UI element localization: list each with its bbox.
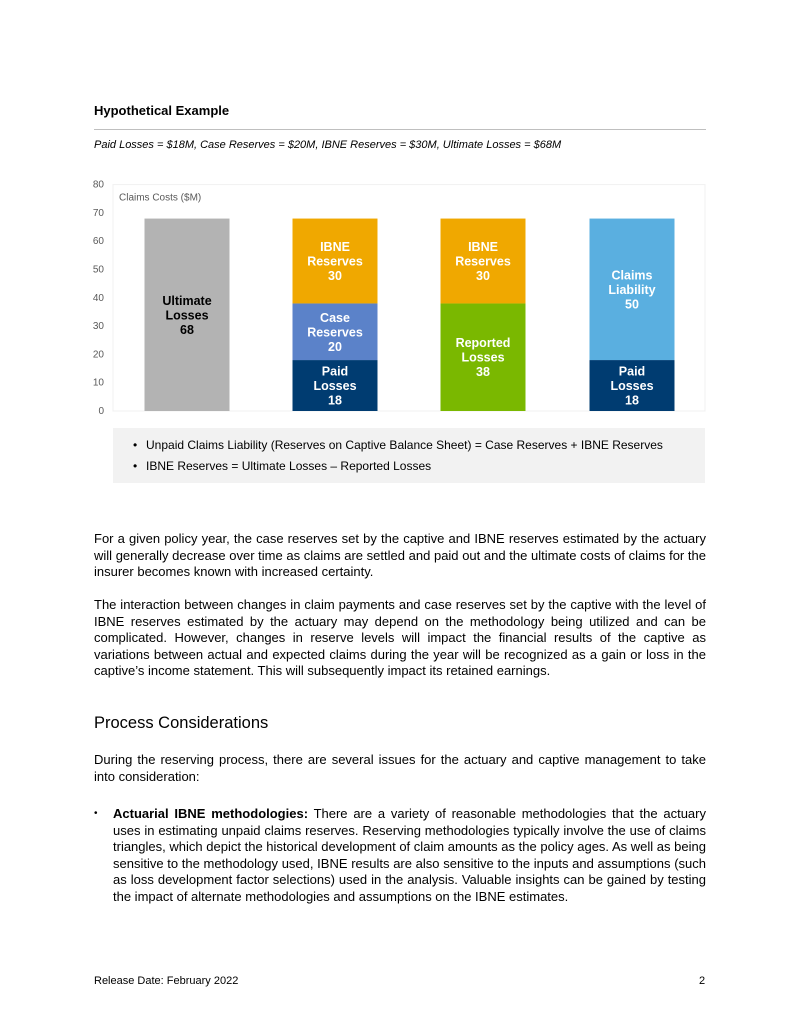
y-axis-label: Claims Costs ($M): [119, 192, 202, 204]
bar-label: Claims: [611, 268, 653, 283]
bar-label: 18: [328, 393, 342, 408]
release-date: Release Date: February 2022: [94, 975, 239, 987]
paragraph: The interaction between changes in claim payments and case reserves set by the captive with the level of IBNE reserves estimated by the actuary may depend on the methodology being utilized and can be complicated. However, changes in reserve levels will impact the financial results of the captive as variations between actual and expected claims during the year will be recognized as a gain or loss in the captive’s income statement. This will subsequently impact its retained earnings.: [94, 597, 706, 678]
bar-label: Case: [320, 310, 350, 325]
y-tick-label: 70: [92, 207, 104, 219]
bar-label: Paid: [618, 364, 646, 379]
bar-label: Reserves: [455, 254, 511, 269]
bar-label: Reported: [455, 336, 511, 351]
note-item: • IBNE Reserves = Ultimate Losses – Reported Losses: [133, 459, 431, 473]
bar-label: Losses: [313, 379, 357, 394]
bullet-body: There are a variety of reasonable methodologies that the actuary uses in estimating unpaid claims reserves. Reserving methodologies typically involve the use of claims triangles, which depict the historical development of claim amounts as the policy ages. As well as being sensitive to the methodology used, IBNE results are also sensitive to the inputs and assumptions (such as loss development factor selections) used in the analysis. Valuable insights can be gained by testing the impact of alternate methodologies and assumptions on the IBNE estimates.: [113, 806, 706, 904]
stacked-bar-chart: [88, 176, 713, 421]
paragraph: During the reserving process, there are several issues for the actuary and captive management to take into consideration:: [94, 752, 706, 784]
bar-label: Reserves: [307, 254, 363, 269]
bar-label: Paid: [321, 364, 349, 379]
paragraph: For a given policy year, the case reserves set by the captive and IBNE reserves estimated by the actuary will generally decrease over time as claims are settled and paid out and the ultimate costs of claims for the insurer becomes known with increased certainty.: [94, 531, 706, 579]
y-tick-label: 30: [92, 321, 104, 333]
section-heading: Hypothetical Example: [94, 103, 230, 118]
bar-label: Losses: [461, 350, 505, 365]
note-item: • Unpaid Claims Liability (Reserves on Captive Balance Sheet) = Case Reserves + IBNE Reserves: [133, 438, 663, 452]
bar-label: 20: [328, 339, 342, 354]
bar-label: 50: [625, 297, 639, 312]
bar-label: 30: [328, 269, 342, 284]
bar-label: 18: [625, 393, 639, 408]
y-tick-label: 50: [92, 264, 104, 276]
page-number: 2: [699, 975, 706, 987]
bullet-text: [113, 806, 706, 905]
example-values: Paid Losses = $18M, Case Reserves = $20M, IBNE Reserves = $30M, Ultimate Losses = $68M: [94, 139, 562, 151]
y-tick-label: 20: [92, 349, 104, 361]
bar-label: Ultimate: [162, 293, 212, 308]
bar-label: IBNE: [468, 240, 498, 255]
notes-box: [113, 428, 705, 483]
bar-label: Liability: [608, 282, 656, 297]
divider: [94, 129, 706, 130]
bar-label: 38: [476, 365, 490, 380]
bar-label: Reserves: [307, 325, 363, 340]
bullet-marker: •: [94, 808, 98, 819]
y-tick-label: 40: [92, 292, 104, 304]
subsection-heading: Process Considerations: [94, 714, 269, 732]
y-tick-label: 80: [92, 179, 104, 191]
y-tick-label: 0: [98, 406, 104, 417]
bullet-title: Actuarial IBNE methodologies:: [113, 806, 309, 821]
y-tick-label: 10: [92, 377, 104, 389]
bar-label: 30: [476, 269, 490, 284]
bar-label: 68: [180, 322, 194, 337]
bar-label: Losses: [165, 308, 209, 323]
y-tick-label: 60: [92, 236, 104, 248]
bar-label: IBNE: [320, 240, 350, 255]
bar-label: Losses: [610, 379, 654, 394]
